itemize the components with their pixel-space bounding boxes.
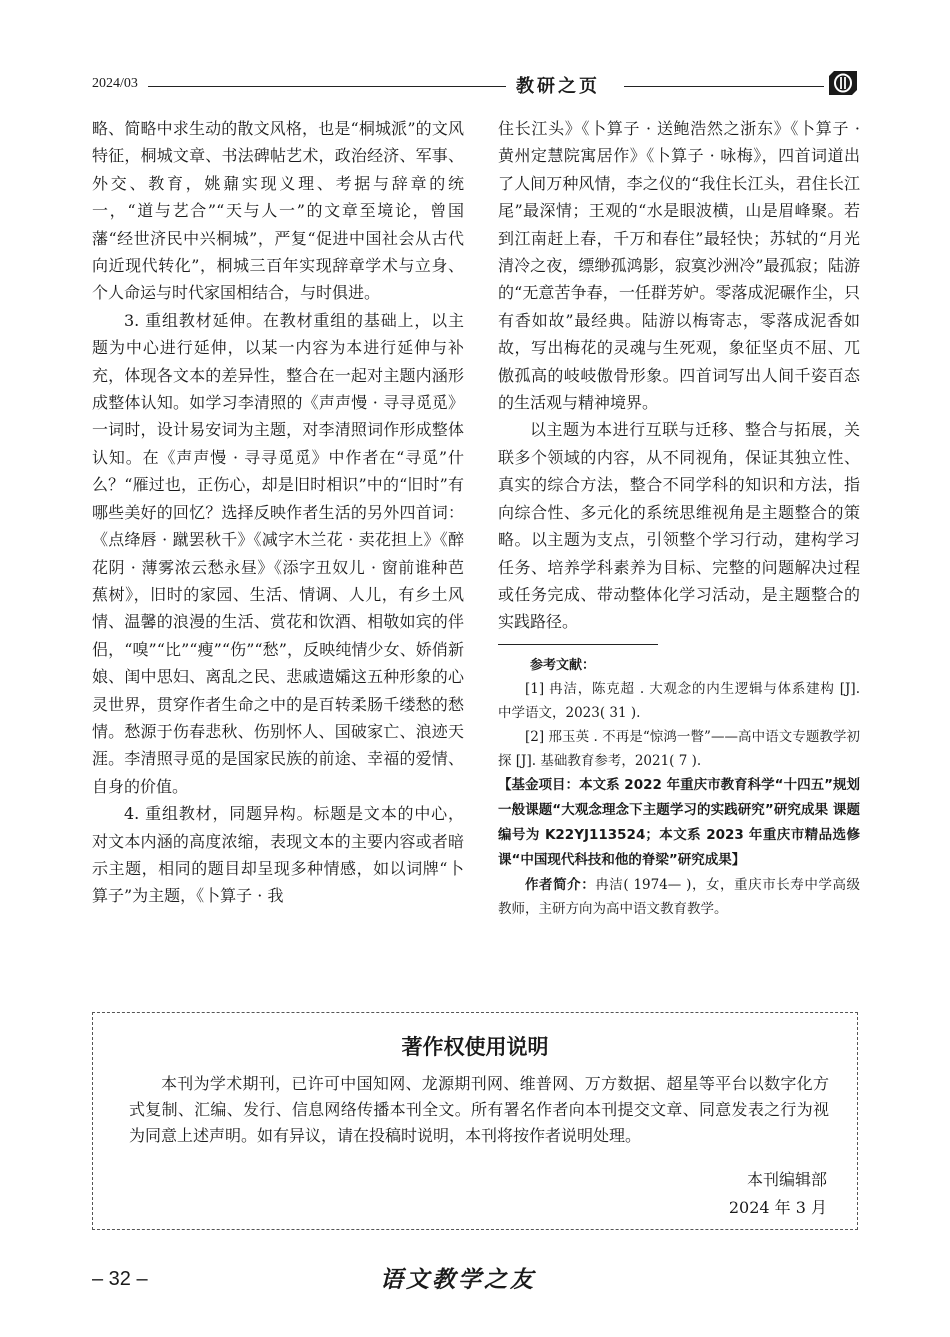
copyright-title: 著作权使用说明 [401,1035,549,1059]
copyright-signature: 本刊编辑部 [746,1170,827,1189]
header-rule-left [148,86,506,87]
body-paragraph: 4. 重组教材，同题异构。标题是文本的中心，对文本内涵的高度浓缩，表现文本的主要内容或者暗示主题，相同的题目却呈现多种情感，如以词牌“卜算子”为主题，《卜算子 · 我 [92,804,464,906]
body-paragraph: 住长江头》《卜算子 · 送鲍浩然之浙东》《卜算子 · 黄州定慧院寓居作》《卜算子 · 咏梅》，四首词道出了人间万种风情，李之仪的“我住长江头，君住长江尾”最深情；王观的“水是眼波横，山是眉峰聚。若到江南赶上春，千万和春住”最轻快；苏轼的“月光清冷之夜，缥缈孤鸿影，寂寞沙洲冷”最孤寂；陆游的“无意苦争春，一任群芳妒。零落成泥碾作尘，只有香如故”最经典。陆游以梅寄志，零落成泥香如故，写出梅花的灵魂与生死观，象征坚贞不屈、兀傲孤高的岐岐傲骨形象。四首词写出人间千姿百态的生活观与精神境界。 [498,119,860,413]
copyright-date: 2024 年 3 月 [728,1198,827,1217]
copyright-body: 本刊为学术期刊，已许可中国知网、龙源期刊网、维普网、万方数据、超星等平台以数字化方式复制、汇编、发行、信息网络传播本刊全文。所有署名作者向本刊提交文章、同意发表之行为视为同意上述声明。如有异议，请在投稿时说明，本刊将按作者说明处理。 [129,1074,829,1145]
references-list [498,677,860,773]
references-divider [498,644,658,645]
body-paragraph: 以主题为本进行互联与迁移、整合与拓展，关联多个领域的内容，从不同视角，保证其独立性、真实的综合方法，整合不同学科的知识和方法，指向综合性、多元化的系统思维视角是主题整合的策略。以主题为支点，引领整个学习行动，建构学习任务、培养学科素养为目标、完整的问题解决过程或任务完成、带动整体化学习活动，是主题整合的实践路径。 [498,420,860,632]
references-heading: 参考文献： [530,657,596,673]
journal-name: 语文教学之友 [380,1266,536,1293]
author-bio [498,873,860,921]
body-paragraph: 略、简略中求生动的散文风格，也是“桐城派”的文风特征，桐城文章、书法碑帖艺术，政治经济、军事、外交、教育，姚鼐实现义理、考据与辞章的统一，“道与艺合”“天与人一”的文章至境论，曾国藩“经世济民中兴桐城”，严复“促进中国社会从古代向近现代转化”，桐城三百年实现辞章学术与立身、个人命运与时代家国相结合，与时俱进。 [92,119,464,303]
header-rule-right [624,86,824,87]
issue-date: 2024/03 [92,76,138,91]
fund-note: 【基金项目：本文系 2022 年重庆市教育科学“十四五”规划一般课题“大观念理念下主题学习的实践研究”研究成果 课题编号为 K22YJ113524；本文系 2023 年重庆市精品选修课“中国现代科技和他的脊梁”研究成果】 [498,776,860,868]
author-bio-label: 作者简介： [525,876,596,893]
right-column [498,115,860,921]
body-paragraph: 3. 重组教材延伸。在教材重组的基础上，以主题为中心进行延伸，以某一内容为本进行延伸与补充，体现各文本的差异性，整合在一起对主题内涵形成整体认知。如学习李清照的《声声慢 · 寻寻觅觅》一词时，设计易安词为主题，对李清照词作形成整体认知。在《声声慢 · 寻寻觅觅》中作者在“寻觅”什么？“雁过也，正伤心，却是旧时相识”中的“旧时”有哪些美好的回忆？选择反映作者生活的另外四首词：《点绛唇 · 蹴罢秋千》《减字木兰花 · 卖花担上》《醉花阴 · 薄雾浓云愁永昼》《添字丑奴儿 · 窗前谁种芭蕉树》，旧时的家园、生活、情调、人儿，有乡土风情、温馨的浪漫的生活、赏花和饮酒、相敬如宾的伴侣，“嗅”“比”“瘦”“伤”“愁”，反映纯情少女、娇俏新娘、闺中思妇、离乱之民、悲戚遗孀这五种形象的心灵世界，贯穿作者生命之中的是百转柔肠千缕愁的愁情。愁源于伤春悲秋、伤别怀人、国破家亡、浪迹天涯。李清照寻觅的是国家民族的前途、幸福的爱情、自身的价值。 [92,310,464,796]
reference-item: [1] 冉洁，陈克超 . 大观念的内生逻辑与体系建构 [J]. 中学语文，2023( 31 ). [498,680,860,721]
section-title: 教研之页 [516,76,600,97]
left-column [92,115,464,910]
copyright-notice-box [92,1012,858,1230]
page-header [92,70,860,100]
reference-item: [2] 邢玉英 . 不再是“惊鸿一瞥”——高中语文专题教学初探 [J]. 基础教育参考，2021( 7 ). [498,728,860,769]
journal-logo-icon [828,70,858,96]
author-bio-text: 冉洁( 1974— )，女，重庆市长寿中学高级教师，主研方向为高中语文教育教学。 [498,876,860,917]
page-number: – 32 – [92,1268,148,1290]
